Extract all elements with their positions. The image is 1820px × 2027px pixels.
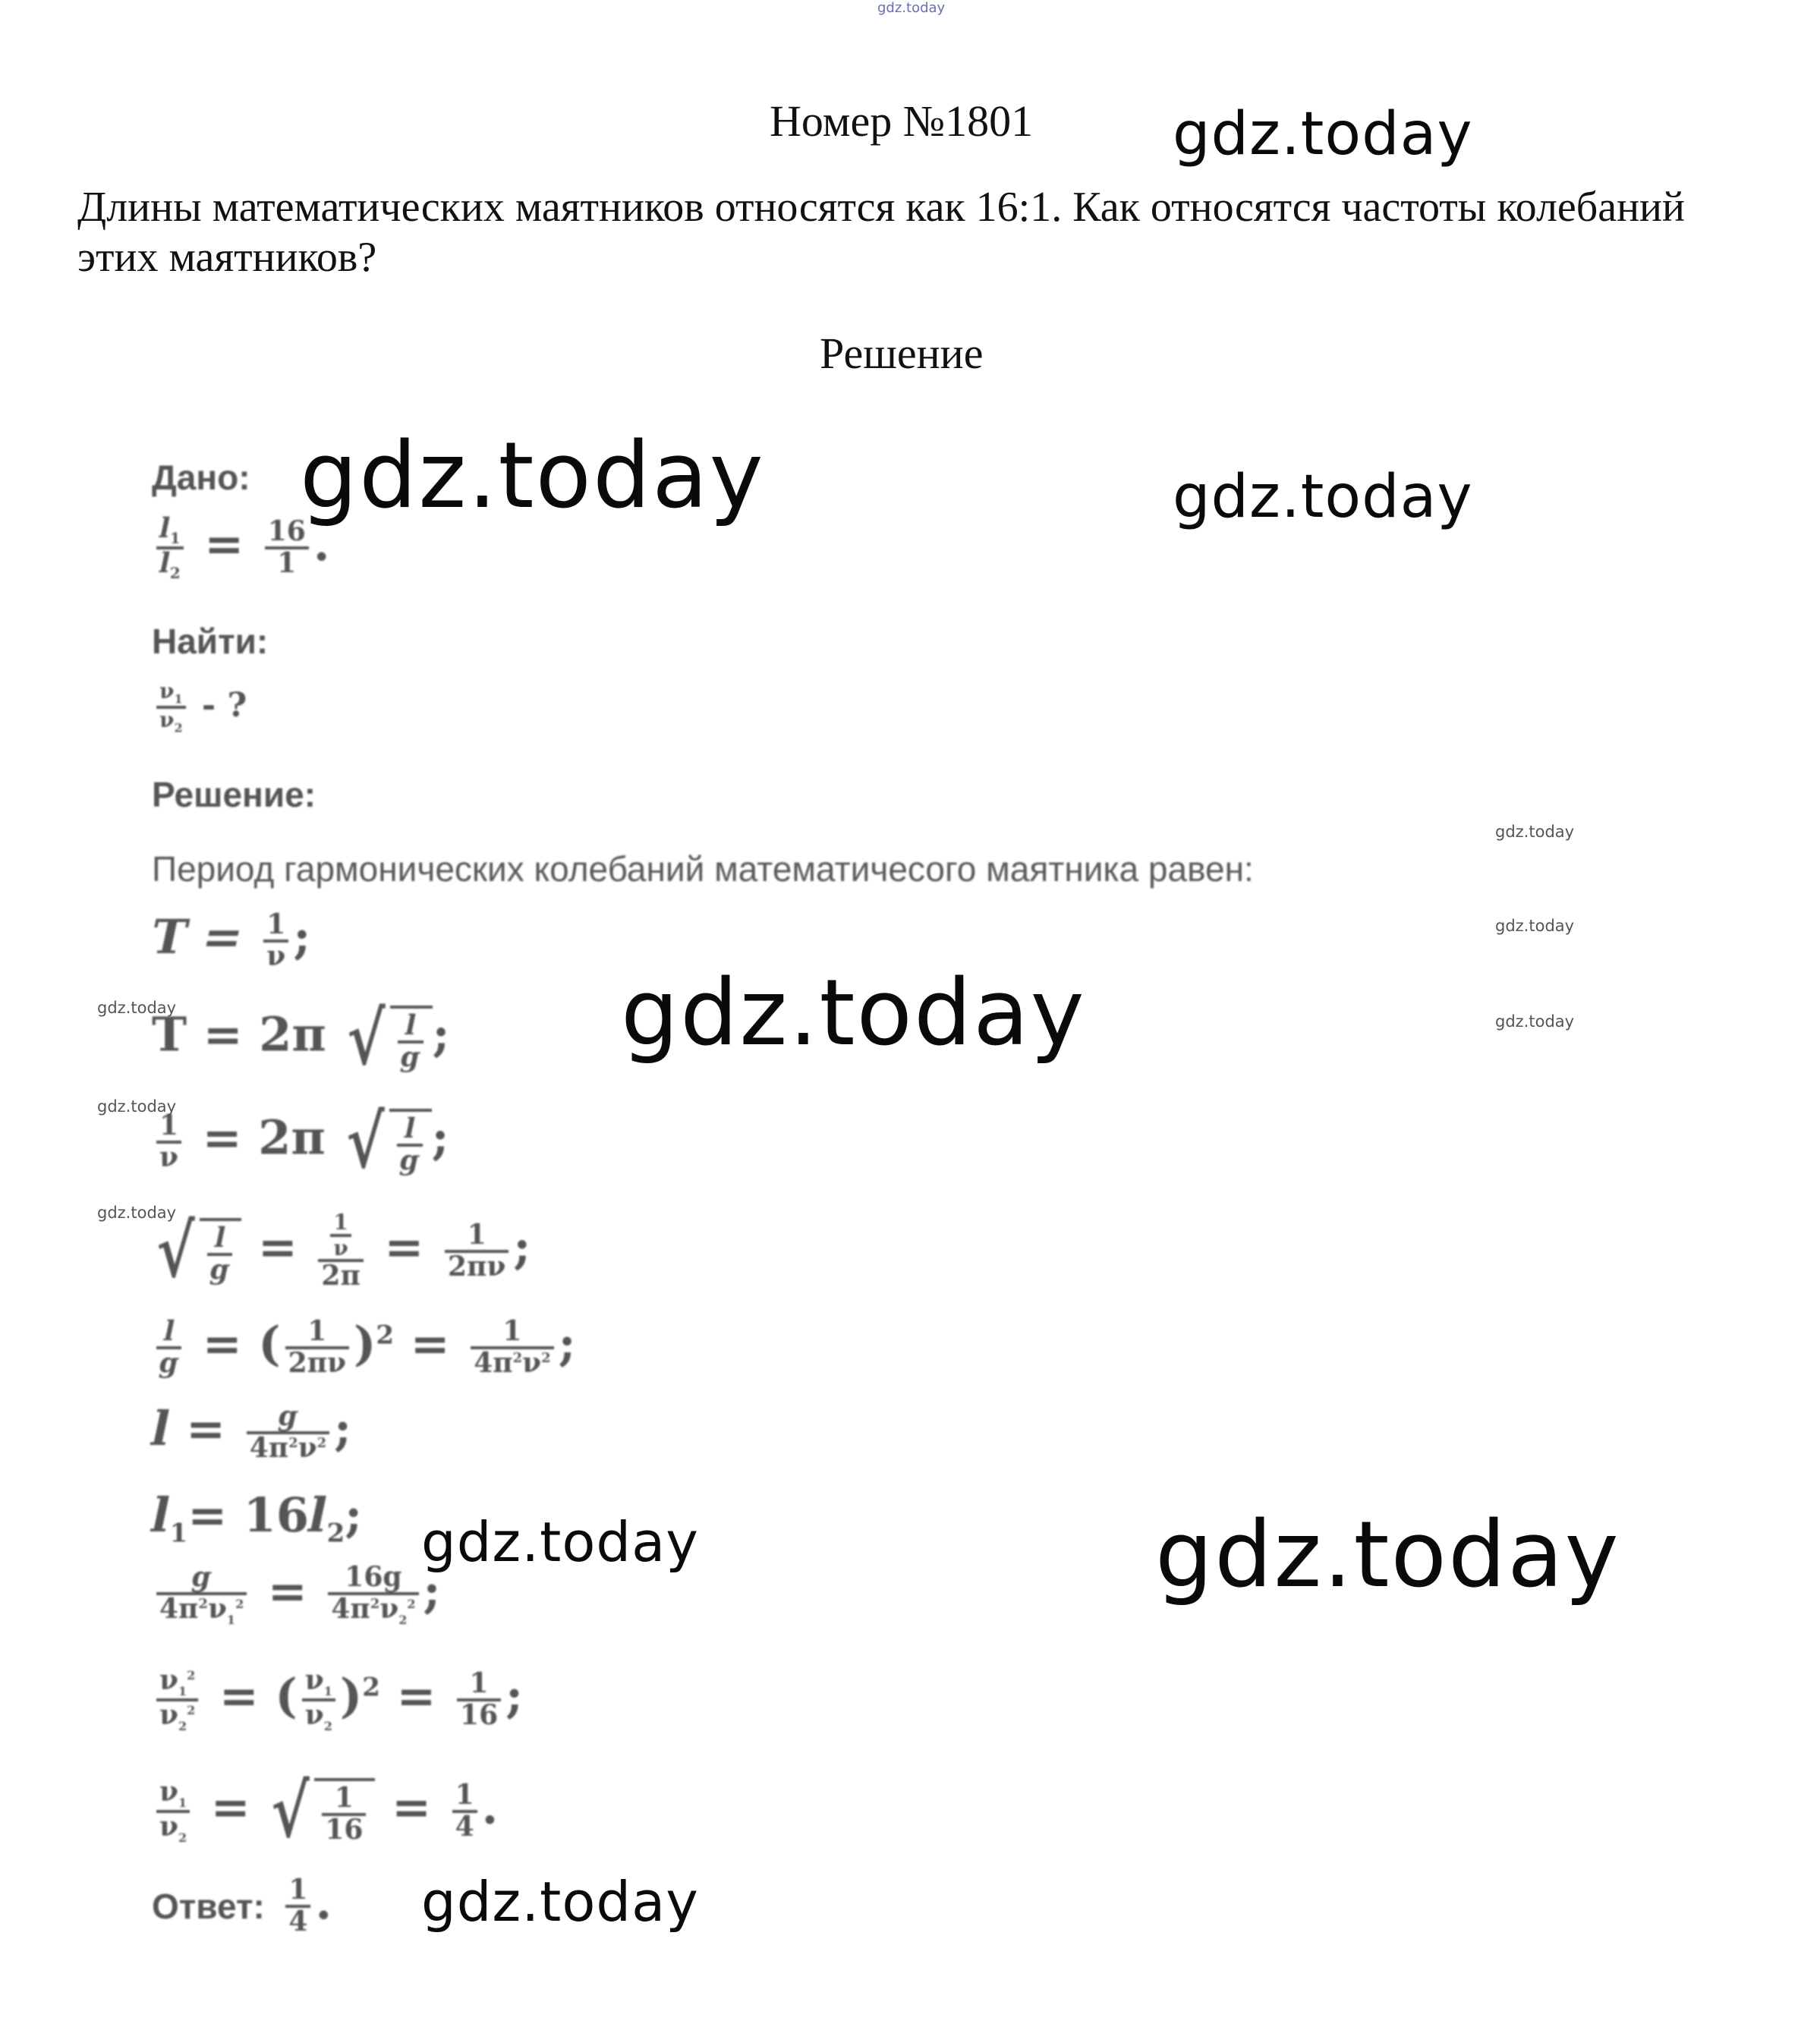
solution-label: Решение: xyxy=(152,775,316,814)
watermark: gdz.today xyxy=(1173,100,1473,168)
watermark: gdz.today xyxy=(1155,1503,1620,1608)
watermark-small: gdz.today xyxy=(97,1097,177,1116)
find-label: Найти: xyxy=(152,622,269,661)
period-text: Период гармонических колебаний математичесого маятника равен: xyxy=(152,849,1254,889)
watermark: gdz.today xyxy=(421,1510,699,1574)
formula-square: $\frac{l}{g}$ = ( $\frac{1}{2\pi\nu}$ )$^2$ = $\frac{1}{4\pi^2\nu^2}$ ; xyxy=(156,1315,576,1379)
watermark: gdz.today xyxy=(421,1870,699,1934)
formula-sqrt-ratio: √ $\frac{l}{g}$ = $\frac{\frac{1}{\nu}}{2\pi}$ = $\frac{1}{2\pi\nu}$ ; xyxy=(156,1208,531,1294)
watermark-small: gdz.today xyxy=(97,1204,177,1222)
formula-length: l = $\frac{g}{4\pi^2\nu^2}$ ; xyxy=(146,1400,352,1464)
watermark: gdz.today xyxy=(621,961,1086,1066)
task-text: Длины математических маятников относятся как 16:1. Как относятся частоты колебаний этих маятников? xyxy=(77,184,1685,281)
watermark: gdz.today xyxy=(1173,463,1473,531)
watermark-top: gdz.today xyxy=(877,0,946,16)
find-formula: $\frac{\nu_1}{\nu_2}$ - ? xyxy=(152,680,247,735)
watermark-small: gdz.today xyxy=(1495,1012,1575,1031)
formula-T-length: T = 2π √ $\frac{l}{g}$ ; xyxy=(152,996,450,1081)
formula-freq-square-ratio: $\frac{\nu_1^2}{\nu_2^2}$ = ( $\frac{\nu_1}{\nu_2}$ )$^2$ = $\frac{1}{16}$ ; xyxy=(152,1667,523,1733)
formula-inverse-freq: $\frac{1}{\nu}$ = 2π √ $\frac{l}{g}$ ; xyxy=(152,1099,449,1185)
formula-freq-ratio: $\frac{\nu_1}{\nu_2}$ = √ $\frac{1}{16}$ = $\frac{1}{4}$ . xyxy=(152,1768,498,1854)
formula-T-freq: T = $\frac{1}{\nu}$ ; xyxy=(146,908,311,972)
formula-equate: $\frac{g}{4\pi^2\nu_1^2}$ = $\frac{16g}{4\pi^2\nu_2^2}$ ; xyxy=(152,1563,440,1627)
page-title: Номер №1801 xyxy=(770,96,1034,146)
given-formula: $\frac{l_1}{l_2}$ = $\frac{16}{1}$ . xyxy=(156,512,330,583)
answer: Ответ: $\frac{1}{4}$ . xyxy=(152,1874,332,1937)
watermark-small: gdz.today xyxy=(1495,823,1575,841)
given-label: Дано: xyxy=(152,458,250,497)
watermark-small: gdz.today xyxy=(1495,917,1575,935)
watermark: gdz.today xyxy=(300,423,765,529)
solution-heading: Решение xyxy=(820,329,984,378)
formula-l1-l2: $l_1= 16l_2$; xyxy=(146,1487,363,1549)
watermark-small: gdz.today xyxy=(97,999,177,1017)
